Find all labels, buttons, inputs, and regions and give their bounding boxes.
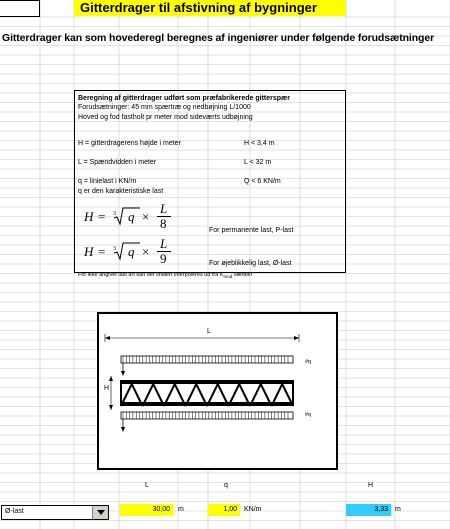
load-unit: KN/m — [244, 506, 262, 513]
assumptions-line: Forudsætninger: 45 mm spærtræ og nedbøjning L/1000 — [78, 104, 251, 111]
height-unit: m — [395, 506, 401, 513]
l-definition: L = Spændvidden i meter — [78, 159, 157, 166]
formula-l-numerator: L — [160, 236, 168, 251]
height-result: 3,33 — [346, 504, 391, 516]
h-definition: H = gitterdragerens højde i meter — [78, 140, 181, 147]
q-definition: q = linielast i KN/m — [78, 178, 137, 185]
top-load-label: #q — [305, 359, 312, 365]
h-condition: H < 3,4 m — [244, 140, 275, 147]
l-condition: L < 32 m — [244, 159, 272, 166]
span-input[interactable]: 30,00 — [119, 504, 173, 516]
formula-q: q — [128, 244, 135, 259]
load-input[interactable]: 1,00 — [208, 504, 240, 516]
formula-permanent-label: For permanente last, P-last — [209, 227, 294, 234]
note-tail: værdier — [232, 272, 253, 278]
load-type-dropdown[interactable] — [1, 505, 109, 520]
sheet-subtitle: Gitterdrager kan som hovederegl beregnes af ingeniører under følgende forudsætninger — [2, 32, 435, 44]
formula-denominator-9: 9 — [160, 251, 167, 266]
cube-root-sign — [112, 205, 142, 227]
formula-l-numerator: L — [160, 201, 168, 216]
formula-permanent — [84, 201, 184, 233]
equals-sign: = — [98, 209, 106, 224]
chevron-down-icon[interactable] — [92, 506, 108, 519]
svg-text:3: 3 — [113, 246, 116, 252]
height-label: H — [104, 385, 110, 392]
times-sign: × — [142, 244, 150, 259]
active-cell[interactable] — [0, 0, 40, 17]
formula-denominator-8: 8 — [160, 216, 167, 231]
cube-root-sign — [112, 240, 142, 262]
q-note: q er den karakteristiske last — [78, 188, 164, 195]
note-subscript: mod — [223, 274, 233, 280]
span-unit: m — [178, 506, 184, 513]
formula-h: H — [84, 244, 94, 259]
note-text: For ikke angivet last art kan der liniaert interpoleres ud fra K — [78, 272, 224, 278]
load-type-value: Ø-last — [5, 508, 24, 515]
header-h: H — [368, 482, 374, 489]
restraint-line: Hoved og fod fastholt pr meter mod sideværts udbøjning — [78, 114, 253, 121]
formula-q: q — [128, 209, 135, 224]
svg-text:3: 3 — [113, 211, 116, 217]
box-heading: Beregning af gitterdrager udført som præfabrikerede gitterspær — [78, 95, 290, 102]
truss-diagram — [97, 312, 338, 470]
formula-instant-label: For øjeblikkelig last, Ø-last — [209, 260, 292, 267]
header-q: q — [224, 482, 228, 489]
interpolation-note — [78, 272, 252, 279]
truss-drawing — [99, 314, 336, 468]
bottom-load-arrows — [121, 412, 288, 432]
top-load-arrows — [121, 356, 288, 376]
formula-h: H — [84, 209, 94, 224]
span-label: L — [207, 328, 211, 335]
bottom-load-label: #q — [305, 412, 312, 418]
header-l: L — [145, 482, 149, 489]
formula-instant — [84, 236, 184, 268]
times-sign: × — [142, 209, 150, 224]
equals-sign: = — [98, 244, 106, 259]
sheet-title: Gitterdrager til afstivning af bygninger — [74, 0, 346, 16]
q-condition: Q < 6 KN/m — [244, 178, 281, 185]
